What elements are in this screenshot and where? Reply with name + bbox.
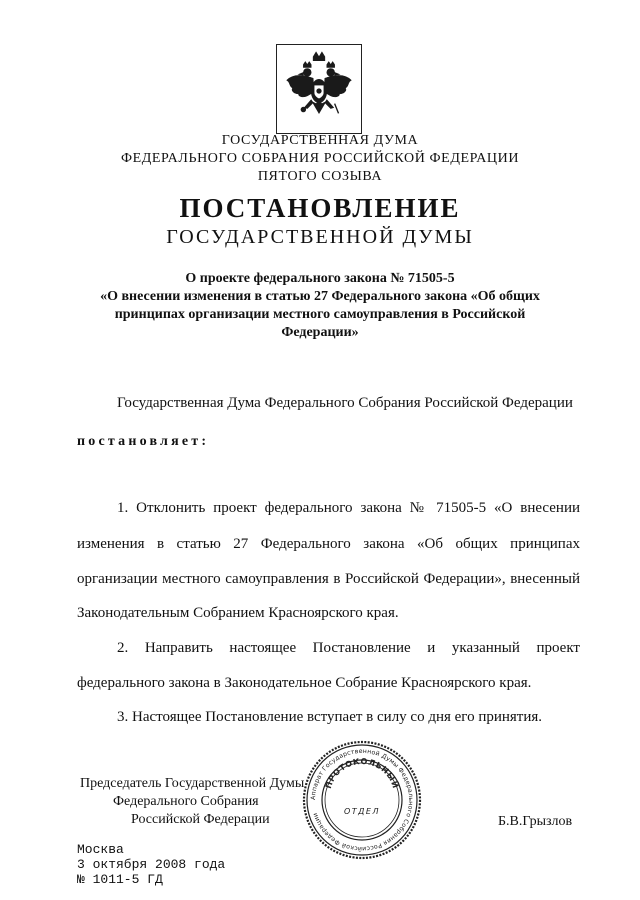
- signatory-title-line-3: Российской Федерации: [131, 812, 270, 827]
- item-2-line-2: федерального закона в Законодательное Собрание Красноярского края.: [77, 675, 532, 691]
- footer-date: 3 октября 2008 года: [77, 857, 226, 872]
- official-seal: [300, 738, 424, 862]
- item-3: 3. Настоящее Постановление вступает в силу со дня его принятия.: [117, 709, 543, 725]
- footer-number: № 1011-5 ГД: [77, 872, 163, 887]
- subject-line-2: «О внесении изменения в статью 27 Федерального закона «Об общих: [100, 289, 540, 304]
- preamble: Государственная Дума Федерального Собрания Российской Федерации: [117, 395, 573, 411]
- header-line-convocation: ПЯТОГО СОЗЫВА: [257, 169, 383, 184]
- item-1-line-4: Законодательным Собранием Красноярского края.: [77, 605, 399, 621]
- resolves-word: постановляет:: [77, 434, 210, 449]
- item-1-line-3: организации местного самоуправления в Российской Федерации», внесенный: [77, 571, 580, 587]
- subject-line-3: принципах организации местного самоуправления в Российской: [114, 307, 526, 322]
- seal-inner-bottom: ОТДЕЛ: [343, 807, 381, 816]
- item-1-line-2: изменения в статью 27 Федерального закона «Об общих принципах: [77, 536, 580, 552]
- subject-line-4: Федерации»: [281, 325, 359, 340]
- signatory-name: Б.В.Грызлов: [498, 814, 573, 829]
- header-line-federal-assembly: ФЕДЕРАЛЬНОГО СОБРАНИЯ РОССИЙСКОЙ ФЕДЕРАЦИИ: [120, 151, 520, 166]
- seal-ring-text: Аппарат Государственной Думы Федерального Собрания Российской Федерации: [309, 747, 415, 853]
- header-line-state-duma: ГОСУДАРСТВЕННАЯ ДУМА: [221, 133, 419, 148]
- footer-city: Москва: [77, 842, 124, 857]
- item-1-line-1: 1. Отклонить проект федерального закона № 71505-5 «О внесении: [117, 500, 580, 516]
- double-headed-eagle-icon: [277, 45, 361, 133]
- document-title: ПОСТАНОВЛЕНИЕ: [179, 193, 461, 223]
- subject-line-1: О проекте федерального закона № 71505-5: [185, 271, 455, 286]
- document-subtitle: ГОСУДАРСТВЕННОЙ ДУМЫ: [166, 226, 474, 248]
- item-2-line-1: 2. Направить настоящее Постановление и указанный проект: [117, 640, 580, 656]
- state-emblem: [276, 44, 362, 134]
- seal-inner-top: ПРОТОКОЛЬНЫЙ: [323, 756, 401, 790]
- signatory-title-line-1: Председатель Государственной Думы: [80, 776, 305, 791]
- signatory-title-line-2: Федерального Собрания: [113, 794, 259, 809]
